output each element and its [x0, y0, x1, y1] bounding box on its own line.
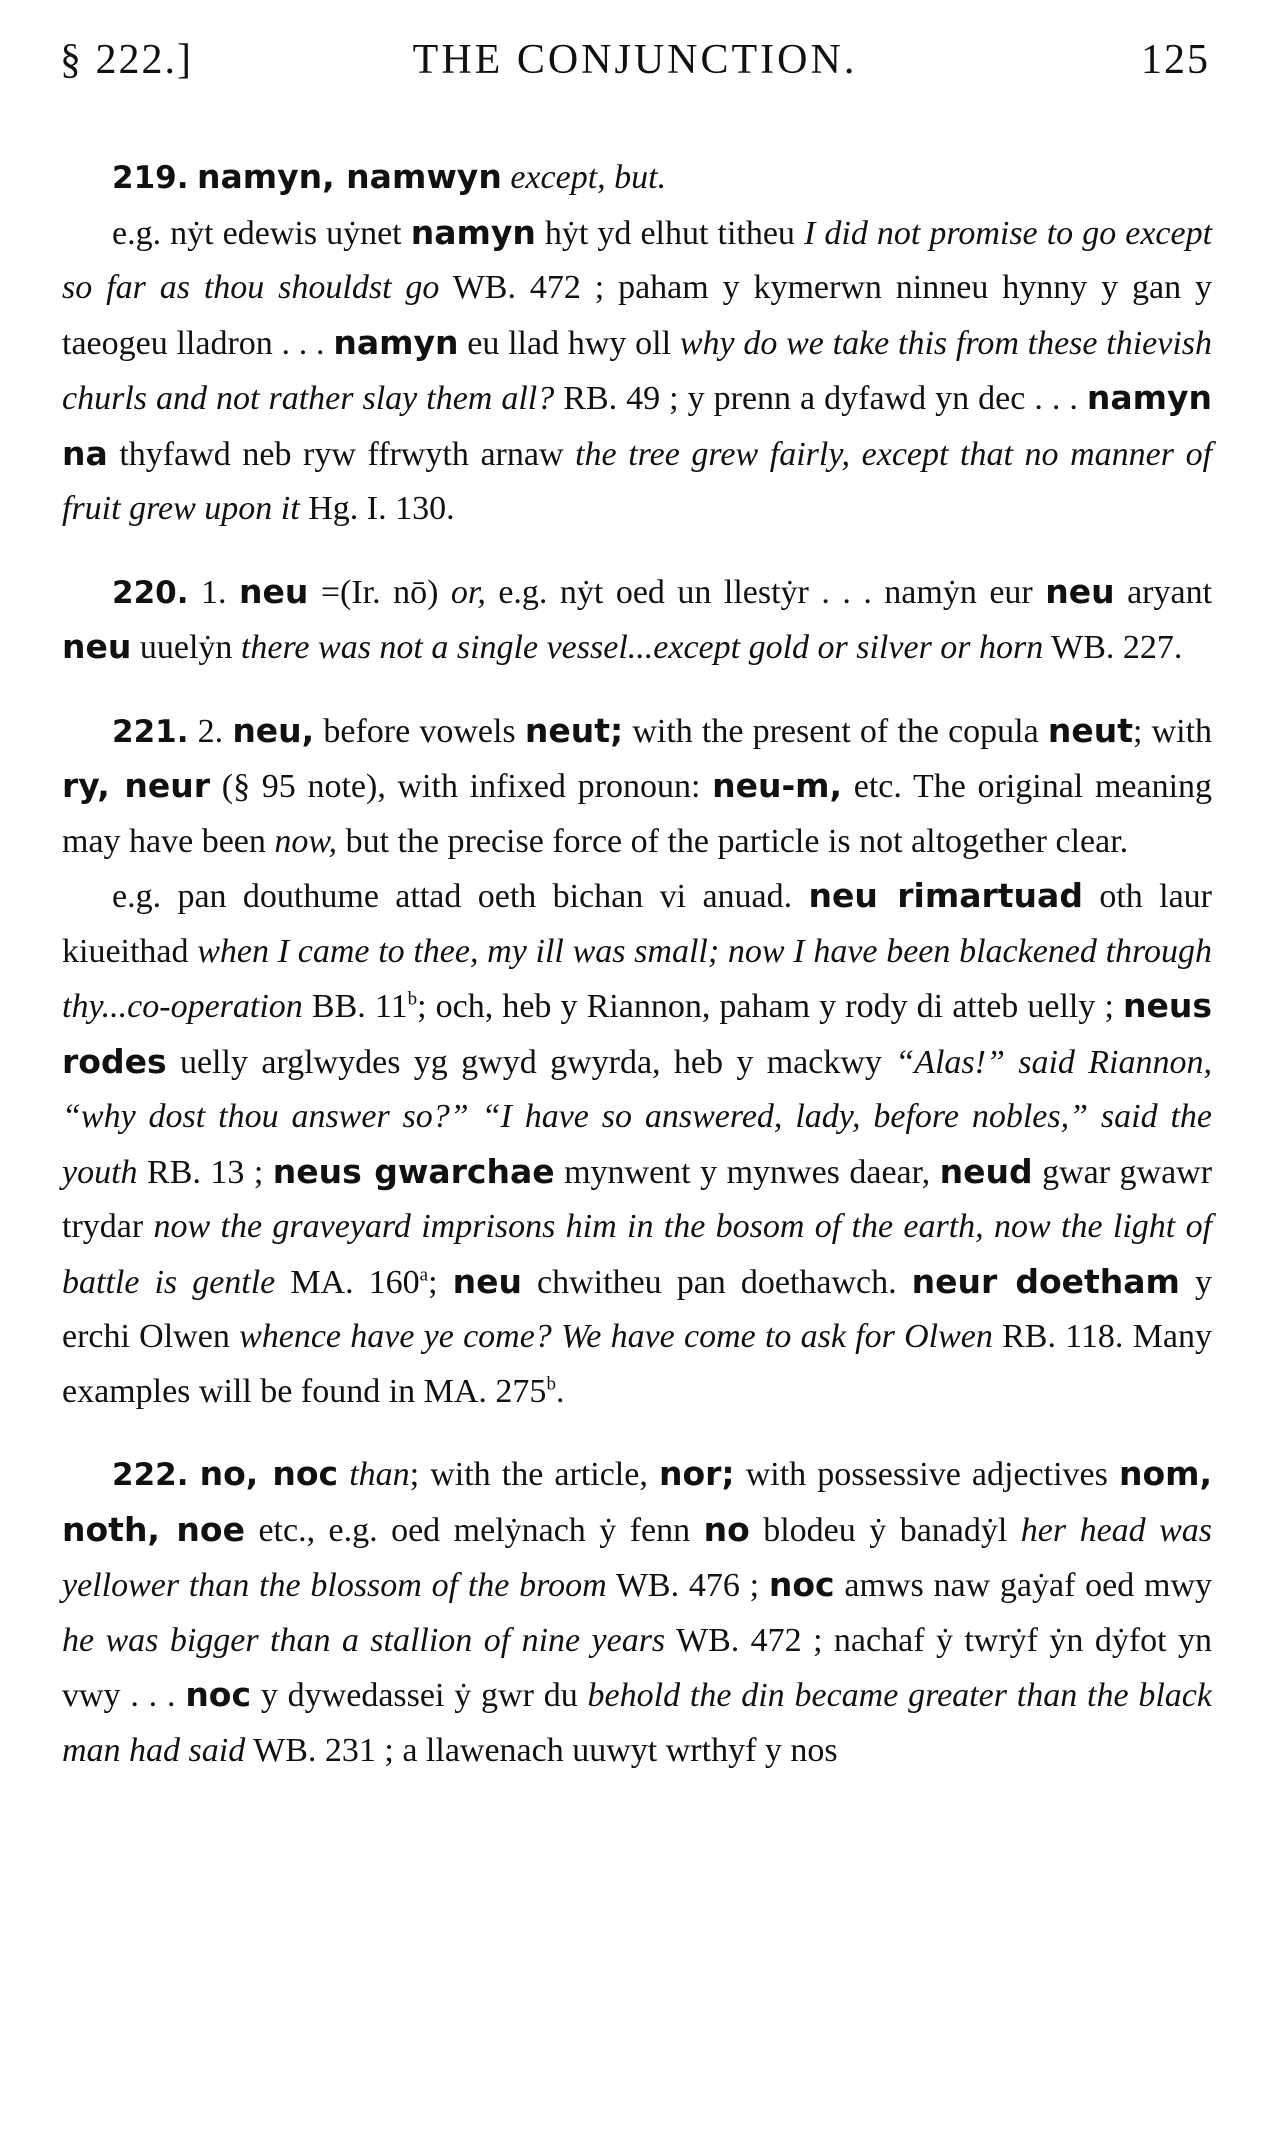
source-reference: WB. 472 ; nachaf ẏ twrẏf ẏn dẏfot yn vwy . . . [62, 1621, 1213, 1714]
welsh-text: gwar gwawr trydar [62, 1153, 1213, 1245]
paragraph-220 [62, 565, 1212, 676]
paragraph-number: 221. [112, 713, 189, 750]
text: ; with [1133, 712, 1213, 750]
text: etc. The original meaning may have been [62, 768, 1213, 860]
gloss: now, [274, 822, 338, 860]
welsh-text: ; [428, 1263, 438, 1301]
source-reference: WB. 231 ; a llawenach uuwyt wrthyf y nos [253, 1731, 838, 1769]
keyword: nor; [658, 1454, 735, 1493]
paragraph-221-examples [62, 869, 1212, 1419]
keyword: no [703, 1509, 750, 1549]
keyword: neu-m, [712, 766, 843, 805]
keyword: nom, noth, noe [62, 1454, 1213, 1549]
source-reference: BB. 11$^b$ [311, 988, 418, 1025]
keyword: noc [185, 1675, 252, 1714]
sub-number: 2. [197, 712, 224, 750]
source-reference: MA. 160$^a$ [290, 1263, 429, 1301]
text: (§ 95 note), with infixed pronoun: [221, 768, 701, 805]
welsh-text: eu llad hwy oll [467, 324, 672, 362]
translation: why do we take this from these thievish churls and not rather slay them all? [62, 324, 1213, 417]
paragraph-222 [62, 1447, 1212, 1778]
keyword: neut; [524, 710, 624, 750]
keyword: namyn [410, 212, 536, 252]
page-body [62, 150, 1212, 1778]
headword: namyn, namwyn [197, 157, 502, 196]
sub-number: 1. [200, 573, 227, 611]
source-reference: Hg. I. 130. [308, 490, 455, 527]
translation: now I have been blackened through thy...co-operation [62, 932, 1213, 1025]
paragraph-219-examples [62, 206, 1212, 537]
welsh-text: e.g. nẏt oed un llestẏr . . . namẏn eur [498, 573, 1033, 611]
paragraph-number: 219. [112, 160, 189, 196]
welsh-text: chwitheu pan doethawch. [537, 1263, 897, 1301]
source-reference: WB. 472 ; paham y kymerwn ninneu hynny y gan y taeogeu lladron . . . [62, 269, 1212, 362]
translation: whence have ye come? We have come to ask for Olwen [239, 1318, 993, 1355]
translation: her head was yellower than the blossom of the broom [62, 1511, 1213, 1604]
translation: the tree grew fairly, [575, 435, 851, 473]
welsh-text: ; och, heb y Riannon, paham y rody di atteb uelly ; [417, 988, 1114, 1025]
welsh-text: amws naw gaẏaf oed mwy [844, 1567, 1213, 1604]
section-reference: § 222.] [60, 37, 193, 83]
translation: I did not promise to go except so far as thou shouldst go [62, 214, 1213, 306]
keyword: neu [62, 627, 132, 666]
source-reference: WB. 227. [1051, 629, 1183, 666]
text: ; with the article, [409, 1456, 648, 1493]
welsh-text: oth laur kiueithad [62, 878, 1212, 970]
keyword: neur doetham [911, 1261, 1180, 1301]
running-header [60, 36, 1210, 96]
paragraph-number: 222. [112, 1457, 189, 1493]
welsh-text: mynwent y mynwes daear, [564, 1153, 931, 1191]
translation: now the graveyard imprisons him in the bosom of the earth, [153, 1208, 984, 1245]
source-reference: RB. 49 ; y prenn a dyfawd yn dec . . . [563, 380, 1078, 417]
welsh-text: blodeu ẏ banadẏl [763, 1511, 1008, 1549]
keyword: neus rodes [62, 986, 1213, 1081]
paragraph-number: 220. [112, 574, 189, 611]
keyword: neud [939, 1151, 1033, 1191]
welsh-text: uuelẏn [139, 629, 233, 666]
source-reference: RB. 118. Many examples will be found in MA. 275$^b$ [62, 1318, 1212, 1410]
keyword: namyn [333, 322, 459, 362]
keyword: neu rimartuad [808, 876, 1083, 915]
keyword: noc [768, 1565, 835, 1604]
welsh-text: e.g. pan douthume attad oeth bichan vi anuad. [112, 878, 793, 915]
keyword: neu [238, 571, 309, 611]
text: before vowels [323, 712, 516, 750]
welsh-text: . [555, 1372, 565, 1410]
text: with the present of the copula [632, 712, 1039, 750]
welsh-text: etc., e.g. oed melẏnach ẏ fenn [258, 1511, 691, 1549]
paragraph-219-heading [62, 150, 1212, 206]
keyword: ry, neur [62, 766, 211, 805]
keyword: neu [452, 1261, 522, 1301]
keyword: namyn na [62, 378, 1213, 473]
translation: when I came to thee, my ill was small; [197, 932, 720, 970]
translation: except that no manner of fruit grew upon it [62, 435, 1213, 527]
source-reference: WB. 476 ; [615, 1567, 760, 1604]
welsh-text: y dywedassei ẏ gwr du [260, 1677, 578, 1714]
welsh-text: uelly arglwydes yg gwyd gwyrda, heb y mackwy [179, 1043, 882, 1081]
keyword: neut [1047, 710, 1134, 750]
paragraph-221 [62, 704, 1212, 870]
welsh-text: y erchi Olwen [62, 1263, 1212, 1355]
welsh-text: aryant [1127, 573, 1213, 611]
keyword: no, noc [199, 1454, 339, 1493]
gloss: or, [450, 573, 486, 611]
translation: behold the din became greater than the black man had said [62, 1677, 1212, 1769]
text: with possessive adjectives [745, 1456, 1108, 1493]
source-reference: RB. 13 ; [147, 1153, 264, 1191]
translation: there was not a single vessel...except gold or silver or horn [240, 629, 1044, 666]
page-number: 125 [1141, 37, 1210, 83]
translation: “Alas!” said Riannon, “why dost thou answer so?” “I have so answered, lady, before nobles,” said the youth [62, 1043, 1213, 1191]
welsh-text: e.g. nẏt edewis uẏnet [112, 214, 402, 252]
keyword: neu [1045, 571, 1115, 611]
text: but the precise force of the particle is not altogether clear. [345, 822, 1129, 860]
page-title: THE CONJUNCTION. [412, 37, 858, 83]
keyword: neu, [232, 710, 315, 750]
gloss: except, but. [510, 159, 667, 196]
welsh-text: thyfawd neb ryw ffrwyth arnaw [119, 435, 564, 473]
translation: now the light of battle is gentle [62, 1208, 1213, 1301]
translation: he was bigger than a stallion of nine years [62, 1621, 666, 1659]
keyword: neus gwarchae [272, 1151, 555, 1191]
gloss: than [349, 1456, 410, 1493]
etymology: =(Ir. nō) [320, 573, 439, 611]
welsh-text: hẏt yd elhut titheu [544, 214, 795, 252]
